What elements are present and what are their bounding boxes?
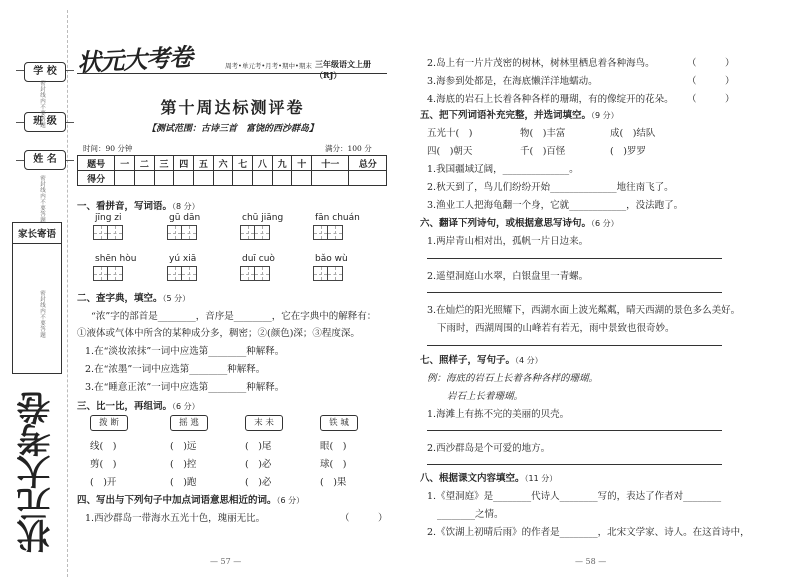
writing-grid[interactable]: [313, 225, 343, 240]
score-header-cell: 九: [272, 156, 292, 171]
parent-comment-label: 家长寄语: [13, 223, 61, 244]
question-line: 1.在“淡妆浓抹”一词中应选第________种解释。: [85, 346, 285, 357]
pinyin-prompt: gū dān: [169, 213, 201, 223]
answer-paren[interactable]: （ ）: [687, 76, 735, 87]
seal-notice: 密封线内不要答题: [39, 175, 45, 223]
section-4-heading: 四、写出与下列句子中加点词语意思相近的词。（6 分）: [77, 495, 305, 506]
page-title: 第十周达标测评卷: [160, 98, 305, 117]
compound-blank[interactable]: ( )必: [245, 477, 272, 488]
answer-paren[interactable]: （ ）: [687, 58, 735, 69]
example-line: 例：海底的岩石上长着各种各样的珊瑚。: [427, 373, 599, 384]
word-blank[interactable]: 五光十( ): [427, 128, 473, 139]
section-2-heading: 二、查字典，填空。（5 分）: [77, 293, 191, 304]
score-cell[interactable]: [292, 171, 312, 186]
score-row-label: 得分: [78, 171, 115, 186]
compound-blank[interactable]: 球( ): [320, 459, 347, 470]
question-line: 3.在“睡意正浓”一词中应选第________种解释。: [85, 382, 285, 393]
pinyin-prompt: chū jiāng: [242, 213, 284, 223]
brand-logo: 状元大考卷: [76, 43, 193, 78]
score-cell[interactable]: [115, 171, 135, 186]
pinyin-prompt: bǎo wù: [315, 254, 348, 264]
answer-paren[interactable]: （ ）: [340, 513, 388, 524]
score-cell[interactable]: [174, 171, 194, 186]
score-header-cell: 六: [213, 156, 233, 171]
word-pair-box: 摇 逃: [170, 415, 208, 431]
grid-cell[interactable]: [255, 225, 270, 240]
compound-blank[interactable]: ( )果: [320, 477, 347, 488]
pinyin-prompt: duī cuò: [242, 254, 275, 264]
score-table: [77, 155, 387, 186]
section-8-heading: 八、根据课文内容填空。（11 分）: [420, 473, 558, 484]
writing-grid[interactable]: [313, 266, 343, 281]
writing-grid[interactable]: [93, 225, 123, 240]
grid-cell[interactable]: [167, 225, 182, 240]
score-cell[interactable]: [253, 171, 273, 186]
question-line: 1.两岸青山相对出，孤帆一片日边来。: [427, 236, 589, 247]
answer-line[interactable]: [427, 464, 722, 465]
seal-notice: 密封线内不要答题: [39, 290, 45, 338]
grade-label: 三年级语文上册（RJ）: [315, 59, 371, 80]
pinyin-prompt: fān chuán: [315, 213, 360, 223]
question-line: 下雨时，西湖周围的山峰若有若无，雨中景致也很奇妙。: [437, 323, 675, 334]
compound-blank[interactable]: ( )尾: [245, 441, 272, 452]
grid-cell[interactable]: [108, 266, 123, 281]
right-page: [420, 0, 797, 587]
question-line: ①液体或气体中所含的某种成分多，稠密；②(颜色)深；③程度深。: [77, 328, 360, 339]
pinyin-prompt: jīng zi: [95, 213, 122, 223]
question-line: 2.西沙群岛是个可爱的地方。: [427, 443, 551, 454]
score-header-cell: 三: [154, 156, 174, 171]
score-cell[interactable]: [213, 171, 233, 186]
pinyin-prompt: yú xiā: [169, 254, 197, 264]
question-line: 1.我国疆域辽阔，______________。: [427, 164, 579, 175]
grid-cell[interactable]: [328, 225, 343, 240]
score-header-cell: 四: [174, 156, 194, 171]
compound-blank[interactable]: ( )远: [170, 441, 197, 452]
question-line: 2.岛上有一片片茂密的树林，树林里栖息着各种海鸟。: [427, 58, 655, 69]
score-cell[interactable]: [154, 171, 174, 186]
score-cell[interactable]: [135, 171, 155, 186]
full-score: 满分：100 分: [325, 144, 372, 153]
grid-cell[interactable]: [240, 266, 255, 281]
question-line: “浓”字的部首是________，音序是________，它在字典中的解释有：: [91, 311, 377, 322]
grid-cell[interactable]: [255, 266, 270, 281]
score-cell[interactable]: [272, 171, 292, 186]
test-scope: 【测试范围：古诗三首 富饶的西沙群岛】: [146, 124, 318, 134]
grid-cell[interactable]: [93, 266, 108, 281]
writing-grid[interactable]: [240, 266, 270, 281]
writing-grid[interactable]: [240, 225, 270, 240]
grid-cell[interactable]: [182, 225, 197, 240]
score-header-cell: 一: [115, 156, 135, 171]
compound-blank[interactable]: ( )必: [245, 459, 272, 470]
score-header-cell: 题号: [78, 156, 115, 171]
grid-cell[interactable]: [167, 266, 182, 281]
score-cell[interactable]: [349, 171, 387, 186]
grid-cell[interactable]: [313, 266, 328, 281]
section-1-heading: 一、看拼音，写词语。（8 分）: [77, 201, 200, 212]
score-header-cell: 总分: [349, 156, 387, 171]
grid-cell[interactable]: [108, 225, 123, 240]
score-cell[interactable]: [194, 171, 214, 186]
score-header-cell: 八: [253, 156, 273, 171]
answer-line[interactable]: [427, 292, 722, 293]
writing-grid[interactable]: [93, 266, 123, 281]
word-blank[interactable]: 千( )百怪: [520, 146, 566, 157]
page-number: — 57 —: [210, 557, 242, 566]
score-cell[interactable]: [312, 171, 349, 186]
question-line: 3.在灿烂的阳光照耀下，西湖水面上波光粼粼，晴天西湖的景色多么美好。: [427, 305, 741, 316]
score-header-cell: 十一: [312, 156, 349, 171]
question-line: ________之情。: [437, 509, 504, 520]
page-number: — 58 —: [575, 557, 607, 566]
answer-paren[interactable]: （ ）: [687, 94, 735, 105]
compound-blank[interactable]: ( )跑: [170, 477, 197, 488]
question-line: 2.在“浓墨”一词中应选第________种解释。: [85, 364, 266, 375]
grid-cell[interactable]: [240, 225, 255, 240]
question-line: 2.遥望洞庭山水翠，白银盘里一青螺。: [427, 271, 589, 282]
grid-cell[interactable]: [328, 266, 343, 281]
question-line: 2.秋天到了，鸟儿们纷纷开始______________地往南飞了。: [427, 182, 674, 193]
compound-blank[interactable]: ( )开: [90, 477, 117, 488]
question-line: 3.渔业工人把海龟翻一个身，它就____________，没法跑了。: [427, 200, 684, 211]
question-line: 1.《望洞庭》是________代诗人________写的，表达了作者对________: [427, 491, 722, 502]
school-label: 学 校: [24, 62, 66, 82]
word-pair-box: 拨 断: [90, 415, 128, 431]
grid-cell[interactable]: [93, 225, 108, 240]
answer-line[interactable]: [427, 258, 722, 259]
score-header-cell: 二: [135, 156, 155, 171]
writing-grid[interactable]: [167, 266, 197, 281]
header-rule: [77, 73, 387, 74]
score-header-cell: 七: [233, 156, 253, 171]
parent-comment-box[interactable]: [12, 222, 62, 374]
score-cell[interactable]: [233, 171, 253, 186]
time-limit: 时间：90 分钟: [83, 144, 133, 153]
answer-line[interactable]: [427, 345, 722, 346]
word-blank[interactable]: ( )罗罗: [610, 146, 646, 157]
score-header-cell: 十: [292, 156, 312, 171]
compound-blank[interactable]: ( )控: [170, 459, 197, 470]
score-header-cell: 五: [194, 156, 214, 171]
question-line: 3.海参到处都是，在海底懒洋洋地蠕动。: [427, 76, 598, 87]
question-line: 2.《饮湖上初晴后雨》的作者是________，北宋文学家、诗人。在这首诗中，: [427, 527, 750, 538]
example-line: 岩石上长着珊瑚。: [447, 391, 524, 402]
section-5-heading: 五、把下列词语补充完整，并选词填空。（9 分）: [420, 110, 619, 121]
side-logo: 状元大考卷: [17, 393, 57, 553]
question-line: 1.西沙群岛一带海水五光十色，瑰丽无比。: [85, 513, 266, 524]
left-page: [75, 0, 390, 587]
series-text: 周考•单元考•月考•期中•期末: [225, 62, 312, 70]
answer-line[interactable]: [427, 430, 722, 431]
compound-blank[interactable]: 剪( ): [90, 459, 117, 470]
question-line: 1.海滩上有拣不完的美丽的贝壳。: [427, 409, 570, 420]
question-line: 4.海底的岩石上长着各种各样的珊瑚，有的像绽开的花朵。: [427, 94, 674, 105]
pinyin-prompt: shēn hòu: [95, 254, 137, 264]
word-blank[interactable]: 物( )丰富: [520, 128, 566, 139]
compound-blank[interactable]: 线( ): [90, 441, 117, 452]
grid-cell[interactable]: [182, 266, 197, 281]
writing-grid[interactable]: [167, 225, 197, 240]
word-pair-box: 铁 城: [320, 415, 358, 431]
word-blank[interactable]: 四( )朝天: [427, 146, 473, 157]
word-pair-box: 末 未: [245, 415, 283, 431]
compound-blank[interactable]: 眼( ): [320, 441, 347, 452]
class-label: 班 级: [24, 112, 66, 132]
section-7-heading: 七、照样子，写句子。（4 分）: [420, 355, 543, 366]
name-label: 姓 名: [24, 150, 66, 170]
word-blank[interactable]: 成( )结队: [610, 128, 656, 139]
grid-cell[interactable]: [313, 225, 328, 240]
seal-notice: 密封线内不要答题: [39, 80, 45, 128]
section-3-heading: 三、比一比，再组词。（6 分）: [77, 401, 200, 412]
section-6-heading: 六、翻译下列诗句，或根据意思写诗句。（6 分）: [420, 218, 619, 229]
